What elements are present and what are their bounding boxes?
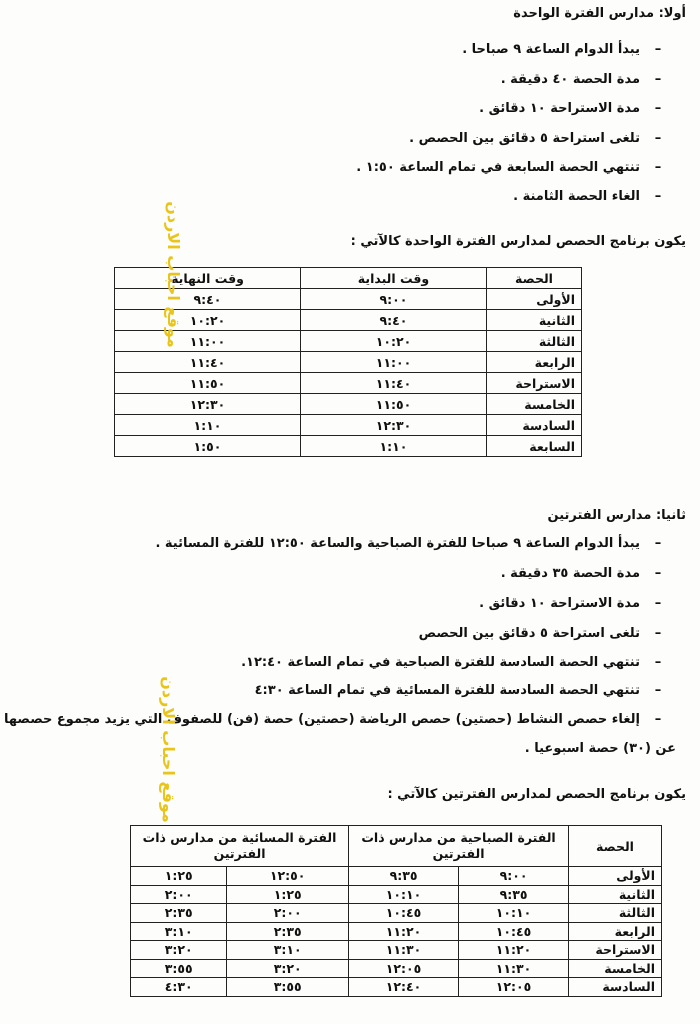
- evening-start-cell: ٣:٢٠: [227, 959, 349, 978]
- table-row: [131, 922, 662, 941]
- morning-end-cell: ١٠:١٠: [349, 885, 459, 904]
- evening-start-cell: ١:٢٥: [227, 885, 349, 904]
- table-row: [115, 331, 582, 352]
- table-row: [115, 415, 582, 436]
- morning-start-cell: ١٠:٤٥: [459, 922, 569, 941]
- bullet-text: الغاء الحصة الثامنة .: [513, 189, 640, 204]
- bullet-text: تلغى استراحة ٥ دقائق بين الحصص .: [409, 131, 640, 146]
- start-time-cell: ١١:٠٠: [301, 352, 487, 373]
- header-evening-shift: الفترة المسائية من مدارس ذات الفترتين: [131, 826, 349, 867]
- morning-start-cell: ١١:٢٠: [459, 941, 569, 960]
- end-time-cell: ١٠:٢٠: [115, 310, 301, 331]
- evening-start-cell: ٢:٠٠: [227, 904, 349, 923]
- start-time-cell: ٩:٠٠: [301, 289, 487, 310]
- bullet-text: مدة الحصة ٤٠ دقيقة .: [500, 72, 640, 87]
- table-row: [115, 289, 582, 310]
- section2-bullet-1: –يبدأ الدوام الساعة ٩ صباحا للفترة الصباحية والساعة ١٢:٥٠ للفترة المسائية .: [155, 536, 662, 551]
- table-row: [115, 310, 582, 331]
- period-name-cell: السادسة: [487, 415, 582, 436]
- bullet-text: تلغى استراحة ٥ دقائق بين الحصص: [418, 626, 640, 641]
- period-name-cell: الخامسة: [487, 394, 582, 415]
- morning-start-cell: ١١:٣٠: [459, 959, 569, 978]
- table-body: [115, 289, 582, 457]
- period-name-cell: الرابعة: [569, 922, 662, 941]
- bullet-text: تنتهي الحصة السادسة للفترة الصباحية في تمام الساعة ١٢:٤٠.: [241, 655, 640, 670]
- table-row: [115, 394, 582, 415]
- morning-end-cell: ١١:٢٠: [349, 922, 459, 941]
- header-period: الحصة: [487, 268, 582, 289]
- bullet-text: تنتهي الحصة السادسة للفترة المسائية في تمام الساعة ٤:٣٠: [254, 683, 640, 698]
- end-time-cell: ١:٥٠: [115, 436, 301, 457]
- header-period: الحصة: [569, 826, 662, 867]
- start-time-cell: ١١:٥٠: [301, 394, 487, 415]
- section2-bullet-2: –مدة الحصة ٣٥ دقيقة .: [500, 566, 662, 581]
- start-time-cell: ١١:٤٠: [301, 373, 487, 394]
- end-time-cell: ١٢:٣٠: [115, 394, 301, 415]
- single-shift-schedule-table: [114, 267, 582, 457]
- section1-table-intro: يكون برنامج الحصص لمدارس الفترة الواحدة كالآتي :: [350, 234, 686, 249]
- morning-end-cell: ١٢:٤٠: [349, 978, 459, 997]
- period-name-cell: الخامسة: [569, 959, 662, 978]
- table-row: [131, 941, 662, 960]
- period-name-cell: السابعة: [487, 436, 582, 457]
- morning-end-cell: ١١:٣٠: [349, 941, 459, 960]
- morning-start-cell: ٩:٠٠: [459, 867, 569, 886]
- bullet-text: مدة الحصة ٣٥ دقيقة .: [500, 566, 640, 581]
- start-time-cell: ١٠:٢٠: [301, 331, 487, 352]
- header-morning-shift: الفترة الصباحية من مدارس ذات الفترتين: [349, 826, 569, 867]
- section2-bullet-3: –مدة الاستراحة ١٠ دقائق .: [479, 596, 662, 611]
- morning-start-cell: ١٢:٠٥: [459, 978, 569, 997]
- evening-start-cell: ٣:١٠: [227, 941, 349, 960]
- period-name-cell: الاستراحة: [569, 941, 662, 960]
- period-name-cell: الأولى: [569, 867, 662, 886]
- morning-start-cell: ١٠:١٠: [459, 904, 569, 923]
- period-name-cell: الرابعة: [487, 352, 582, 373]
- section2-bullet-7: –إلغاء حصص النشاط (حصتين) حصص الرياضة (حصتين) حصة (فن) للصفوف التي يزيد مجموع حصصها: [3, 712, 662, 727]
- bullet-text: تنتهي الحصة السابعة في تمام الساعة ١:٥٠ .: [356, 160, 640, 175]
- table-row: [131, 885, 662, 904]
- table-row: [131, 978, 662, 997]
- table-row: [115, 373, 582, 394]
- start-time-cell: ١:١٠: [301, 436, 487, 457]
- period-name-cell: الأولى: [487, 289, 582, 310]
- bullet-text: يبدأ الدوام الساعة ٩ صباحا .: [462, 42, 640, 57]
- evening-end-cell: ٤:٣٠: [131, 978, 227, 997]
- section1-bullet-6: –الغاء الحصة الثامنة .: [513, 189, 662, 204]
- table-row: [131, 959, 662, 978]
- header-start-time: وقت البداية: [301, 268, 487, 289]
- header-end-time: وقت النهاية: [115, 268, 301, 289]
- section1-heading: أولا: مدارس الفترة الواحدة: [513, 6, 686, 21]
- table-row: [131, 867, 662, 886]
- table-row: [115, 352, 582, 373]
- evening-start-cell: ١٢:٥٠: [227, 867, 349, 886]
- end-time-cell: ١١:٠٠: [115, 331, 301, 352]
- morning-end-cell: ٩:٣٥: [349, 867, 459, 886]
- section1-bullet-3: –مدة الاستراحة ١٠ دقائق .: [479, 101, 662, 116]
- section2-bullet-6: –تنتهي الحصة السادسة للفترة المسائية في تمام الساعة ٤:٣٠: [254, 683, 662, 698]
- watermark-upper: موقع احباب الاردن: [163, 201, 183, 348]
- period-name-cell: الثالثة: [569, 904, 662, 923]
- table-row: [131, 904, 662, 923]
- period-name-cell: الاستراحة: [487, 373, 582, 394]
- evening-end-cell: ٣:٢٠: [131, 941, 227, 960]
- section1-bullet-4: –تلغى استراحة ٥ دقائق بين الحصص .: [409, 131, 662, 146]
- section1-bullet-2: –مدة الحصة ٤٠ دقيقة .: [500, 72, 662, 87]
- start-time-cell: ١٢:٣٠: [301, 415, 487, 436]
- section2-heading: ثانيا: مدارس الفترتين: [547, 508, 686, 523]
- section2-bullet-4: –تلغى استراحة ٥ دقائق بين الحصص: [418, 626, 662, 641]
- evening-start-cell: ٣:٥٥: [227, 978, 349, 997]
- period-name-cell: السادسة: [569, 978, 662, 997]
- end-time-cell: ٩:٤٠: [115, 289, 301, 310]
- evening-start-cell: ٢:٣٥: [227, 922, 349, 941]
- morning-start-cell: ٩:٣٥: [459, 885, 569, 904]
- two-shift-schedule-table: [130, 825, 662, 997]
- bullet-text: إلغاء حصص النشاط (حصتين) حصص الرياضة (حصتين) حصة (فن) للصفوف التي يزيد مجموع حصصها: [3, 712, 640, 727]
- end-time-cell: ١:١٠: [115, 415, 301, 436]
- section1-bullet-1: –يبدأ الدوام الساعة ٩ صباحا .: [462, 42, 662, 57]
- evening-end-cell: ٣:١٠: [131, 922, 227, 941]
- table-row: [115, 436, 582, 457]
- bullet-text: مدة الاستراحة ١٠ دقائق .: [479, 101, 640, 116]
- period-name-cell: الثانية: [569, 885, 662, 904]
- bullet-text: يبدأ الدوام الساعة ٩ صباحا للفترة الصباحية والساعة ١٢:٥٠ للفترة المسائية .: [155, 536, 640, 551]
- evening-end-cell: ٣:٥٥: [131, 959, 227, 978]
- end-time-cell: ١١:٥٠: [115, 373, 301, 394]
- start-time-cell: ٩:٤٠: [301, 310, 487, 331]
- table-body: [131, 867, 662, 997]
- morning-end-cell: ١٢:٠٥: [349, 959, 459, 978]
- morning-end-cell: ١٠:٤٥: [349, 904, 459, 923]
- end-time-cell: ١١:٤٠: [115, 352, 301, 373]
- period-name-cell: الثالثة: [487, 331, 582, 352]
- bullet-text: مدة الاستراحة ١٠ دقائق .: [479, 596, 640, 611]
- section2-bullet-5: –تنتهي الحصة السادسة للفترة الصباحية في تمام الساعة ١٢:٤٠.: [241, 655, 662, 670]
- evening-end-cell: ٢:٠٠: [131, 885, 227, 904]
- section2-table-intro: يكون برنامج الحصص لمدارس الفترتين كالآتي :: [387, 787, 686, 802]
- evening-end-cell: ٢:٣٥: [131, 904, 227, 923]
- table-header-row: [115, 268, 582, 289]
- period-name-cell: الثانية: [487, 310, 582, 331]
- section2-bullet-7-continuation: عن (٣٠) حصة اسبوعيا .: [524, 741, 676, 756]
- section1-bullet-5: –تنتهي الحصة السابعة في تمام الساعة ١:٥٠ .: [356, 160, 662, 175]
- watermark-lower: موقع احباب الاردن: [158, 676, 178, 823]
- table-header-row: [131, 826, 662, 867]
- evening-end-cell: ١:٢٥: [131, 867, 227, 886]
